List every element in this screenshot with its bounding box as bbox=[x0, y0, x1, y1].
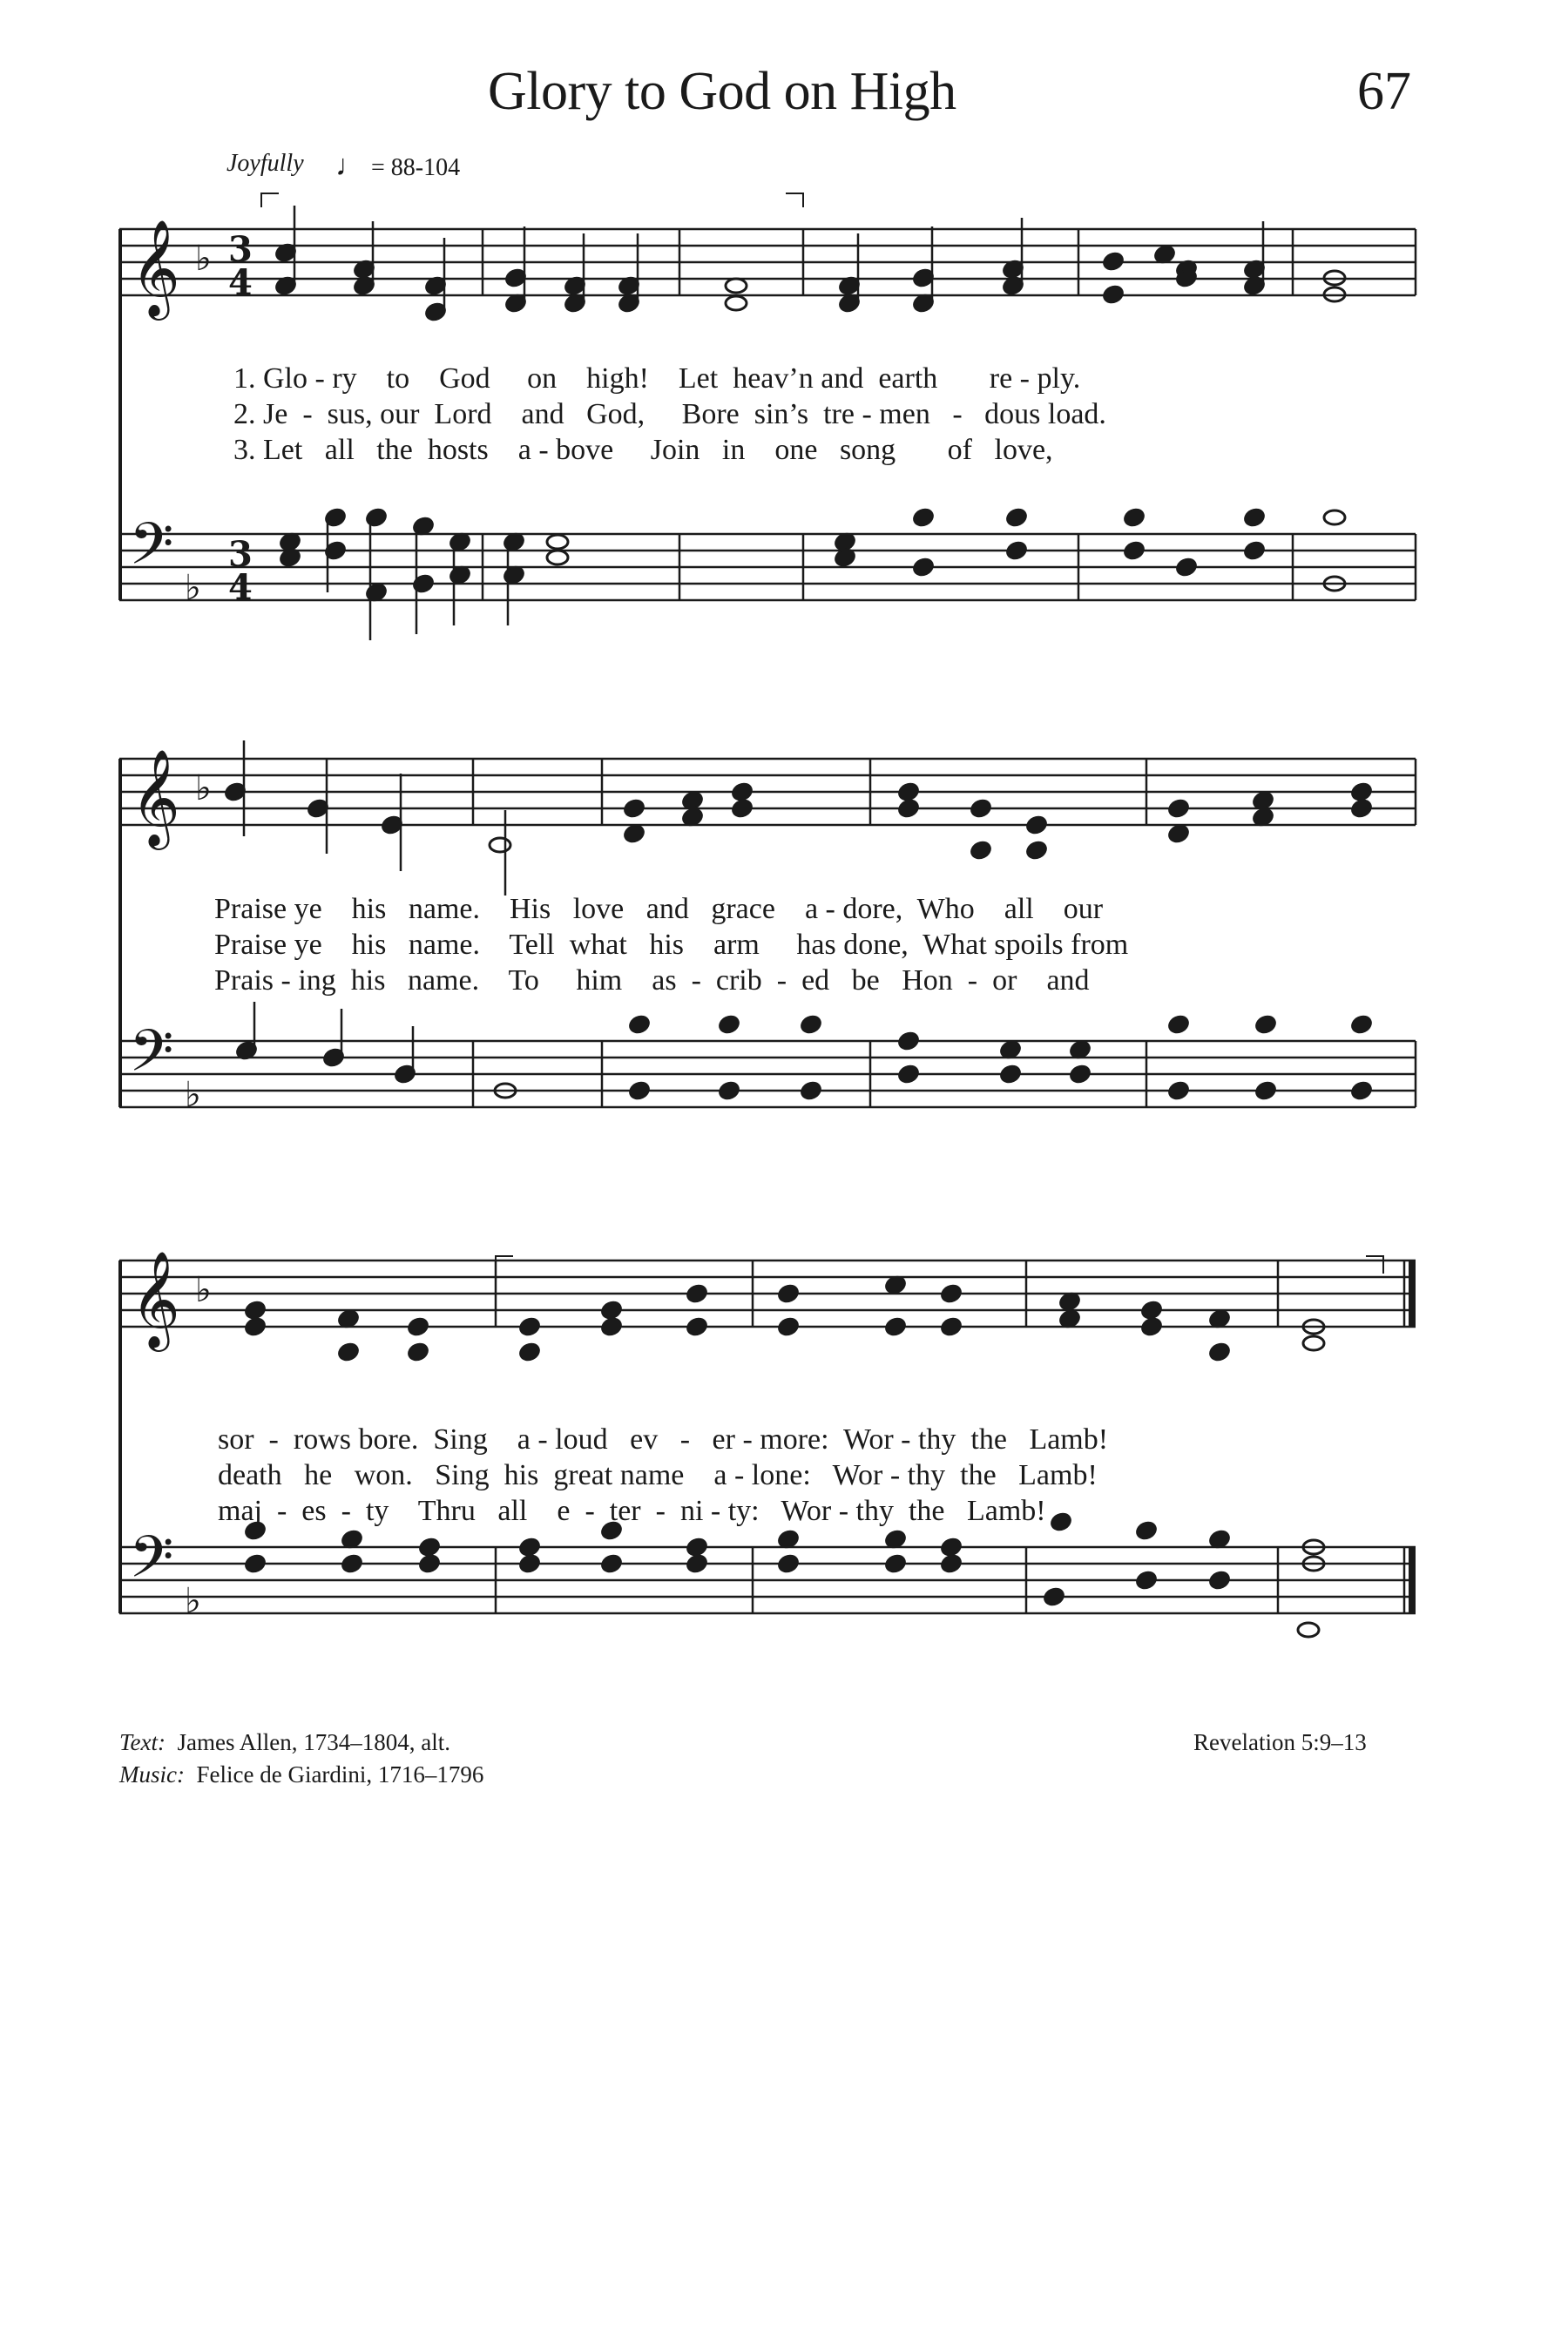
bass-clef-icon: 𝄢 bbox=[129, 510, 174, 591]
svg-text:4: 4 bbox=[228, 567, 253, 608]
hymn-number: 67 bbox=[1357, 62, 1411, 121]
treble-clef-icon: 𝄞 bbox=[131, 219, 180, 316]
metronome-value: = 88-104 bbox=[371, 154, 461, 181]
svg-text:♭: ♭ bbox=[195, 239, 212, 279]
lyric-line-s1-v1: 1. Glo - ry to God on high! Let heav’n and earth re - ply. bbox=[233, 362, 1081, 395]
tempo-text: Joyfully bbox=[226, 150, 304, 177]
svg-text:♭: ♭ bbox=[185, 1075, 201, 1115]
svg-text:♭: ♭ bbox=[195, 768, 212, 808]
text-credit-label: Text: bbox=[119, 1729, 166, 1755]
svg-text:3: 3 bbox=[228, 229, 253, 270]
svg-text:♭: ♭ bbox=[185, 1581, 201, 1621]
hymn-title: Glory to God on High bbox=[488, 62, 956, 121]
music-credit bbox=[119, 1761, 483, 1788]
system-2 bbox=[119, 740, 1416, 1115]
lyric-line-s3-v2: death he won. Sing his great name a - lone: Wor - thy the Lamb! bbox=[218, 1459, 1098, 1491]
lyric-line-s1-v2: 2. Je - sus, our Lord and God, Bore sin’s tre - men - dous load. bbox=[233, 398, 1106, 430]
svg-text:𝄞: 𝄞 bbox=[131, 748, 180, 846]
scripture-reference: Revelation 5:9–13 bbox=[1193, 1729, 1367, 1755]
text-credit bbox=[119, 1729, 450, 1756]
lyric-line-s2-v3: Prais - ing his name. To him as - crib - ed be Hon - or and bbox=[214, 964, 1090, 997]
quarter-note-icon: ♩ bbox=[335, 150, 365, 182]
text-credit-value: James Allen, 1734–1804, alt. bbox=[177, 1729, 450, 1755]
svg-text:3: 3 bbox=[228, 534, 253, 575]
lyric-line-s2-v2: Praise ye his name. Tell what his arm has done, What spoils from bbox=[214, 929, 1129, 961]
lyric-line-s3-v1: sor - rows bore. Sing a - loud ev - er - more: Wor - thy the Lamb! bbox=[218, 1423, 1109, 1456]
lyric-line-s2-v1: Praise ye his name. His love and grace a - dore, Who all our bbox=[214, 893, 1104, 925]
lyric-line-s1-v3: 3. Let all the hosts a - bove Join in one song of love, bbox=[233, 434, 1053, 466]
svg-text:4: 4 bbox=[228, 262, 253, 303]
music-credit-label: Music: bbox=[119, 1761, 185, 1788]
lyric-line-s3-v3: maj - es - ty Thru all e - ter - ni - ty: Wor - thy the Lamb! bbox=[218, 1495, 1046, 1527]
music-credit-value: Felice de Giardini, 1716–1796 bbox=[196, 1761, 484, 1788]
svg-text:𝄢: 𝄢 bbox=[129, 1017, 174, 1098]
svg-text:𝄞: 𝄞 bbox=[131, 1250, 180, 1348]
svg-text:𝄢: 𝄢 bbox=[129, 1524, 174, 1605]
svg-text:♭: ♭ bbox=[195, 1270, 212, 1310]
svg-text:♭: ♭ bbox=[185, 568, 201, 608]
